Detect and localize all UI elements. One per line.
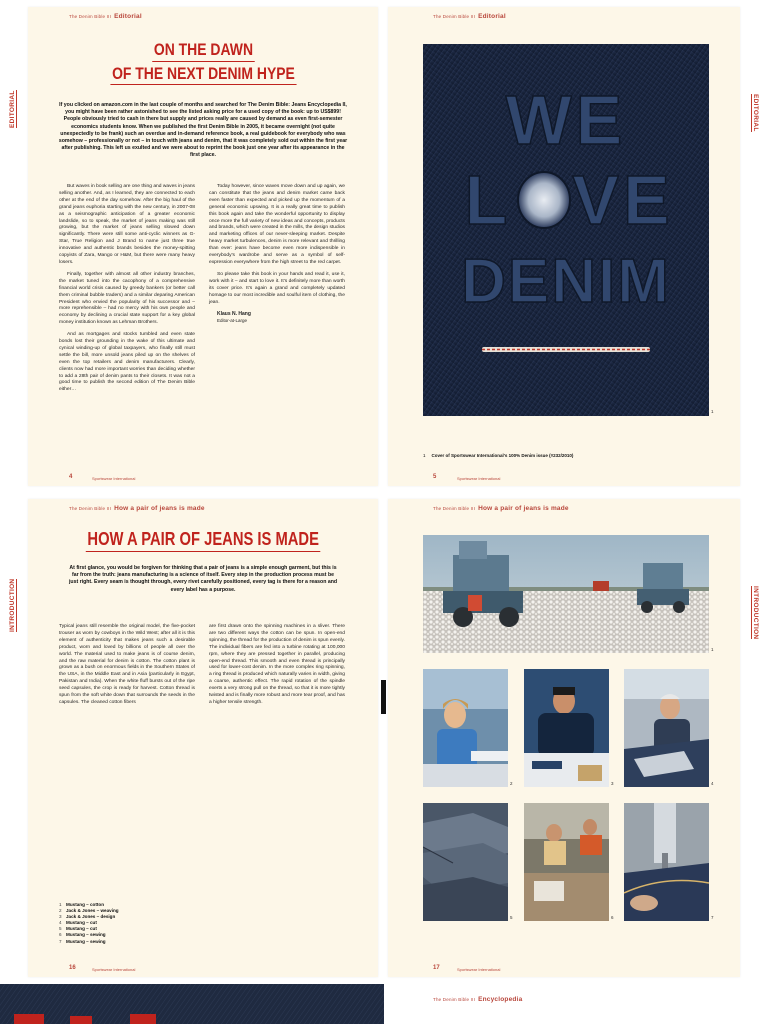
running-head: The Denim Bible III Editorial: [433, 13, 506, 20]
paragraph: But waves in book selling are one thing and waves in jeans selling another. And, as I learned, they are connected to each other at the end of the day somehow. After the big haul of the grand jeans euphoria starting with the new century, in 2007-08 as a seismographic anticipation of a greater economic landslide, so to speak, the market of jeans making was still growing, but the market of jeans selling slowed down significantly. There were still some anti-cyclic winners as G-Star, True Religion and J Brand to name just three true innovative and authentic brands besides the money-spitting copyists of Zara, Mango or H&M, but there were many heavy losers.: [59, 184, 195, 265]
page-number: 5: [433, 474, 437, 480]
side-tab-editorial-left[interactable]: EDITORIAL: [9, 90, 16, 128]
running-head-section: Editorial: [114, 13, 142, 20]
credit-item: 7 Mustang – sewing: [59, 938, 106, 944]
weaving-worker-photo: [423, 669, 508, 787]
photo-number: 5: [510, 915, 513, 920]
running-head: The Denim Bible III How a pair of jeans is made: [433, 505, 569, 512]
denim-red-lettering-photo: [0, 984, 384, 1024]
photo-number: 6: [611, 915, 614, 920]
page-17: [388, 499, 740, 977]
body-column-2: [209, 624, 345, 712]
cover-word-ve: VE: [572, 161, 674, 239]
folio-publication: Sportswear International: [457, 476, 501, 481]
side-tab-editorial-right[interactable]: EDITORIAL: [752, 94, 759, 132]
photo-credits-list: [59, 902, 119, 945]
running-head: The Denim Bible III How a pair of jeans is made: [69, 505, 205, 512]
design-worker-photo: [524, 669, 609, 787]
body-column-1: [59, 184, 195, 399]
credit-item: 4 Mustang – cut: [59, 920, 97, 926]
credit-item: 6 Mustang – sewing: [59, 932, 106, 938]
credit-item: 5 Mustang – cut: [59, 926, 97, 932]
photo-number: 4: [711, 781, 714, 786]
running-head-section: How a pair of jeans is made: [478, 505, 569, 512]
headline-line-1: ON THE DAWN: [152, 40, 254, 62]
side-tab-introduction-left[interactable]: INTRODUCTION: [9, 578, 16, 632]
page-4: [28, 7, 378, 486]
running-head: The Denim Bible III Editorial: [69, 13, 142, 20]
caption-text: Cover of Sportswear International's 100% Denim issue (#232/2010): [431, 453, 574, 458]
running-head-section: Encyclopedia: [478, 996, 523, 1003]
paragraph: Finally, together with almost all other industry branches, the market tuned into the cacophony of a comprehensive financial world crisis caused by greedy bankers (or better call them criminal bubble traders) and a similar deparing American President who envied the popularity of his successor and – more reprehensible – had no mercy with his own people and economy by declining a crucial state support for a key global money institution known as Lehman Brothers.: [59, 271, 195, 326]
paragraph: So please take this book in your hands and read it, use it, work with it – and start to love it. It's definitely more than worth its cover price. It's again a grand and completely updated homage to our most incredible and soulful item of clothing, the jean.: [209, 271, 345, 305]
running-head-section: Editorial: [478, 13, 506, 20]
sewing-room-photo: [524, 803, 609, 921]
page-16: [28, 499, 378, 977]
signature-name: Klaus N. Hang: [217, 311, 251, 318]
headline: [28, 529, 378, 552]
photo-caption: [423, 453, 573, 458]
side-tab-introduction-right[interactable]: INTRODUCTION: [752, 586, 759, 640]
denim-magazine-cover-photo: [423, 44, 709, 416]
folio-publication: Sportswear International: [457, 967, 501, 972]
sewing-machine-photo: [624, 803, 709, 921]
credit-item: 1 Mustang – cotton: [59, 902, 105, 907]
running-head-section: How a pair of jeans is made: [114, 505, 205, 512]
paragraph: And as mortgages and stocks tumbled and even state bonds lost their grounding in the wake of this ultimate and cynical winding-up of global taxpayers, who finally still must settle the bill, more unsold jeans piled up on the shelves of even the top retailers and denim manufacturers. Clearly, clients now had more important worries than deciding whether to add a 28th pair of denim pants to their closets. It was not a good time to publish the second edition of The Denim Bible either…: [59, 332, 195, 393]
headline: [28, 40, 378, 85]
cover-word-l: L: [464, 161, 508, 239]
headline-line-2: OF THE NEXT DENIM HYPE: [110, 64, 296, 86]
gutter-marker: [381, 680, 386, 714]
paragraph: Typical jeans still resemble the original model, the five-pocket trouser as worn by cowboys in the Wild West; after all it is this element of authenticity that makes jeans such a desirable product, worn and loved by billions of people all over the world. The material used to make jeans is of course denim, and the raw material for denim is cotton. The cotton plant is grown as a bush on enormous fields in the Southern States of the USA, in the Middle East and in Asia (particularly in Egypt, Pakistan and India). When the white fluff bursts out of the ripe seed capsules, the crop is ready for harvest. Cotton thread is spun from the soft white down that surrounds the seeds in the capsules. The cleaned cotton fibers: [59, 624, 195, 705]
photo-number: 2: [510, 781, 513, 786]
denim-cover-illustration: [423, 44, 709, 416]
photo-number: 1: [711, 409, 714, 414]
paragraph: are first drawn onto the spinning machines in a sliver. There are two different ways the cotton can be spun. In open-end spinning, the thread for the production of denim is spun evenly. The individual fibers are fed into a turbine rotating at 100,000 rpm, where they are pressed together in parallel, producing open-end thread. This smooth and even thread is principally used for lower-cost denim. In the more complex ring spinning, a ring thread is produced which naturally varies in width, giving a coarse, authentic effect. The rapid rotation of the spindle exerts a very strong pull on the thread, so that it is more tightly twisted and is finally more robust and more tear proof, and has a higher tensile strength.: [209, 624, 345, 705]
lead-paragraph: At first glance, you would be forgiven for thinking that a pair of jeans is a simple enough garment, but this is far from the truth: jeans manufacturing is a science of itself. Every step in the production process must be just right. Every seam is thought through, every rivet carefully positioned, every tag is there for a reason and every label has a purpose.: [68, 565, 338, 593]
body-column-1: [59, 624, 195, 712]
cutting-worker-photo: [624, 669, 709, 787]
page-number: 16: [69, 965, 76, 971]
lead-paragraph: If you clicked on amazon.com in the last couple of months and searched for The Denim Bible: Jeans Encyclopedia II, you might have been rather astonished to see the listed asking price for a used copy of the book: up to US$899! People obviously tried to cash in there but supply and prices really are caused by demand as even first-semester economics students know. When we published the first Denim Bible in 2005, it became overnight (not quite unexpectedly to be frank) such an overdue and in-demand reference book, a real guidebook for everybody who was somehow – professionally or not – in touch with jeans and denim, that it was completely sold out within the first year after publishing. This left us exulted and we were about to reprint the book just one year after its appearance in the first place.: [58, 102, 348, 159]
cotton-harvest-photo: [423, 535, 709, 653]
folio-publication: Sportswear International: [92, 967, 136, 972]
cover-word-denim: DENIM: [461, 247, 671, 316]
caption-number: 1: [423, 453, 426, 458]
photo-number: 3: [611, 781, 614, 786]
cover-word-we: WE: [505, 81, 627, 159]
credit-item: 3 Jack & Jones – design: [59, 914, 116, 920]
page-5: [388, 7, 740, 486]
folio-publication: Sportswear International: [92, 476, 136, 481]
page-number: 4: [69, 474, 73, 480]
paragraph: Today however, since waves move down and up again, we can constitute that the jeans and denim market came back even faster than expected and picked up the momentum of a general economic upswing. It is a really great time to publish this book again and take the wonderful opportunity to display once more the full variety of new ideas and concepts, products and brands, which were created in the mills, the design studios and marketing offices of our never-sleeping market. Despite heavy market turbulences, denim is more relevant and thrilling than ever: jeans have become even more indispensible in everybody's wardrobe and serve as a symbol of self-expression everywhere from the high street to the red carpet.: [209, 184, 345, 265]
body-column-2: [209, 184, 345, 325]
signature-role: Editor-at-Large: [217, 318, 248, 324]
photo-number: 1: [711, 647, 714, 652]
cut-denim-stacks-photo: [423, 803, 508, 921]
photo-number: 7: [711, 915, 714, 920]
credit-item: 2 Jack & Jones – weaving: [59, 908, 119, 914]
running-head: The Denim Bible III Encyclopedia: [433, 996, 523, 1003]
headline-text: HOW A PAIR OF JEANS IS MADE: [86, 529, 321, 552]
page-encyclopedia: [388, 990, 740, 1024]
page-number: 17: [433, 965, 440, 971]
